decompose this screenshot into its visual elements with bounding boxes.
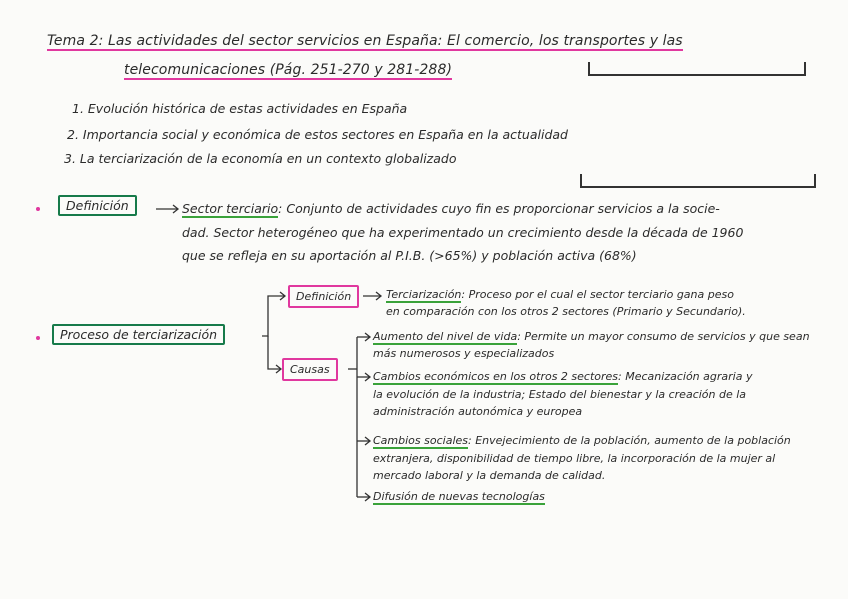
terciarizacion-term: Terciarización xyxy=(386,288,462,301)
definicion-text-1: : Conjunto de actividades cuyo fin es proporcionar servicios a la socie- xyxy=(278,201,720,216)
causa-1-text-1: : Permite un mayor consumo de servicios y que sean xyxy=(517,330,810,343)
branch-definicion xyxy=(262,296,285,336)
sector-terciario-term: Sector terciario xyxy=(182,201,279,216)
index-item-2: 2. Importancia social y económica de estos sectores en España en la actualidad xyxy=(67,127,568,142)
causa-2-line-1 xyxy=(373,368,752,385)
bullet-proceso xyxy=(36,336,40,340)
causa-2-line-3: administración autonómica y europea xyxy=(373,405,583,418)
causas-box: Causas xyxy=(282,358,338,381)
causa-1-line-1 xyxy=(373,328,810,345)
causa-2-line-2: la evolución de la industria; Estado del bienestar y la creación de la xyxy=(373,388,747,401)
causa-4-term: Difusión de nuevas tecnologías xyxy=(373,490,545,503)
title-line-2: telecomunicaciones (Pág. 251-270 y 281-288) xyxy=(124,62,453,78)
terciarizacion-text-1: : Proceso por el cual el sector terciario gana peso xyxy=(461,288,734,301)
causa-1-term: Aumento del nivel de vida xyxy=(373,330,518,343)
proceso-definicion-box: Definición xyxy=(288,285,359,308)
causa-3-line-1 xyxy=(373,432,791,449)
definicion-line-1 xyxy=(182,199,720,218)
definicion-line-2: dad. Sector heterogéneo que ha experimentado un crecimiento desde la década de 1960 xyxy=(182,225,744,240)
index-item-1: 1. Evolución histórica de estas actividades en España xyxy=(72,101,408,116)
proceso-box: Proceso de terciarización xyxy=(52,324,225,345)
causa-3-line-2: extranjera, disponibilidad de tiempo libre, la incorporación de la mujer al xyxy=(373,452,776,465)
branch-causas xyxy=(268,336,281,369)
causa-1-line-2: más numerosos y especializados xyxy=(373,347,555,360)
causa-3-line-3: mercado laboral y la demanda de calidad. xyxy=(373,469,606,482)
causa-3-term: Cambios sociales xyxy=(373,434,468,447)
title-bracket xyxy=(588,62,806,76)
definicion-line-3: que se refleja en su aportación al P.I.B. (>65%) y población activa (68%) xyxy=(182,248,637,263)
terciarizacion-line-1 xyxy=(386,286,734,303)
title-line-1: Tema 2: Las actividades del sector servicios en España: El comercio, los transportes y las xyxy=(47,33,683,49)
index-item-3: 3. La terciarización de la economía en un contexto globalizado xyxy=(64,151,457,166)
terciarizacion-line-2: en comparación con los otros 2 sectores (Primario y Secundario). xyxy=(386,305,746,318)
index-bracket xyxy=(580,174,816,188)
causa-3-text-1: : Envejecimiento de la población, aumento de la población xyxy=(468,434,791,447)
causa-2-text-1: : Mecanización agraria y xyxy=(618,370,753,383)
causa-4-line-1 xyxy=(373,488,545,505)
bullet-definicion xyxy=(36,207,40,211)
definicion-box: Definición xyxy=(58,195,137,216)
causa-2-term: Cambios económicos en los otros 2 sectores xyxy=(373,370,619,383)
